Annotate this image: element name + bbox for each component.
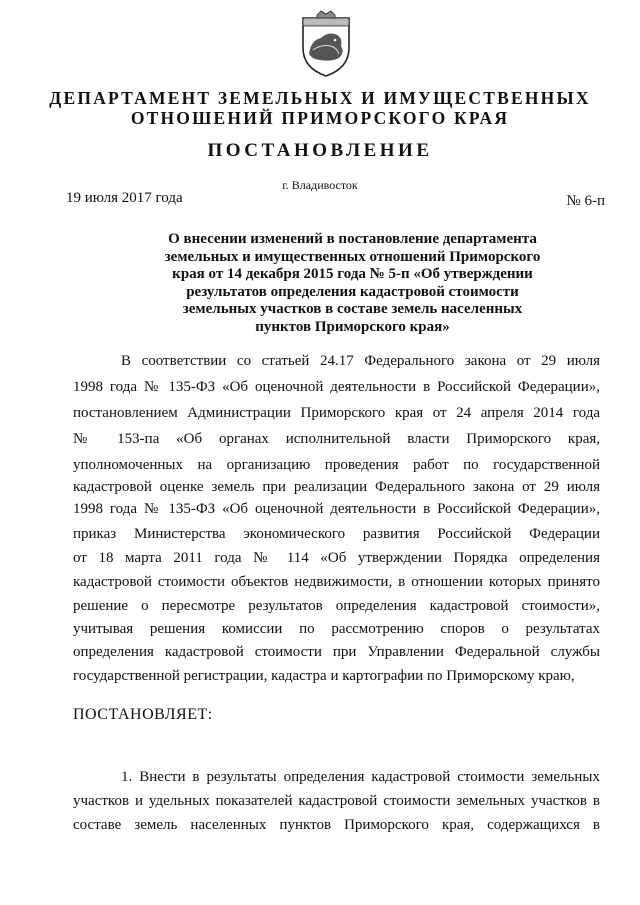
preamble-line: постановлением Администрации Приморского края от 24 апреля 2014 года [73,405,600,421]
preamble-line: учитывая решения комиссии по рассмотрению споров о результатах [73,621,600,637]
title-line: пунктов Приморского края» [255,318,450,335]
item-1-line: составе земель населенных пунктов Приморского края, содержащихся в [73,817,600,833]
document-type: ПОСТАНОВЛЕНИЕ [207,140,433,161]
title-line: результатов определения кадастровой стоимости [186,283,519,300]
title-line: О внесении изменений в постановление департамента [168,231,537,247]
preamble-line: кадастровой стоимости объектов недвижимости, в отношении которых принято [73,574,600,590]
coat-of-arms-icon [297,10,355,80]
document-number: № 6-п [566,193,605,209]
preamble-line: кадастровой оценке земель при реализации Федерального закона от 29 июля [73,479,600,495]
preamble-line: приказ Министерства экономического развития Российской Федерации [73,526,600,542]
preamble-line: В соответствии со статьей 24.17 Федерального закона от 29 июля [121,353,600,369]
preamble-line: 1998 года № 135-ФЗ «Об оценочной деятельности в Российской Федерации», [73,379,600,395]
organization-name-line-1: ДЕПАРТАМЕНТ ЗЕМЕЛЬНЫХ И ИМУЩЕСТВЕННЫХ [49,88,591,108]
preamble-line: 1998 года № 135-ФЗ «Об оценочной деятельности в Российской Федерации», [73,501,600,517]
preamble-line: определения кадастровой стоимости при Управлении Федеральной службы [73,644,600,660]
organization-name-line-2: ОТНОШЕНИЙ ПРИМОРСКОГО КРАЯ [130,108,510,128]
document-city: г. Владивосток [282,178,358,192]
title-line: земельных и имущественных отношений Приморского [164,248,541,265]
preamble-line: уполномоченных на организацию проведения работ по государственной [73,457,600,473]
preamble-line: государственной регистрации, кадастра и картографии по Приморскому краю, [73,668,575,684]
preamble-line: № 153-па «Об органах исполнительной власти Приморского края, [73,431,600,447]
document-date: 19 июля 2017 года [66,190,183,206]
preamble-line: от 18 марта 2011 года № 114 «Об утверждении Порядка определения [73,550,600,566]
title-line: земельных участков в составе земель населенных [182,301,523,318]
decree-heading: ПОСТАНОВЛЯЕТ: [73,706,213,723]
title-line: края от 14 декабря 2015 года № 5-п «Об утверждении [172,266,533,283]
item-1-line: участков и удельных показателей кадастровой стоимости земельных участков в [73,793,600,809]
document-title [155,231,550,337]
preamble-line: решение о пересмотре результатов определения кадастровой стоимости», [73,598,600,614]
item-1-line: 1. Внести в результаты определения кадастровой стоимости земельных [121,769,600,785]
